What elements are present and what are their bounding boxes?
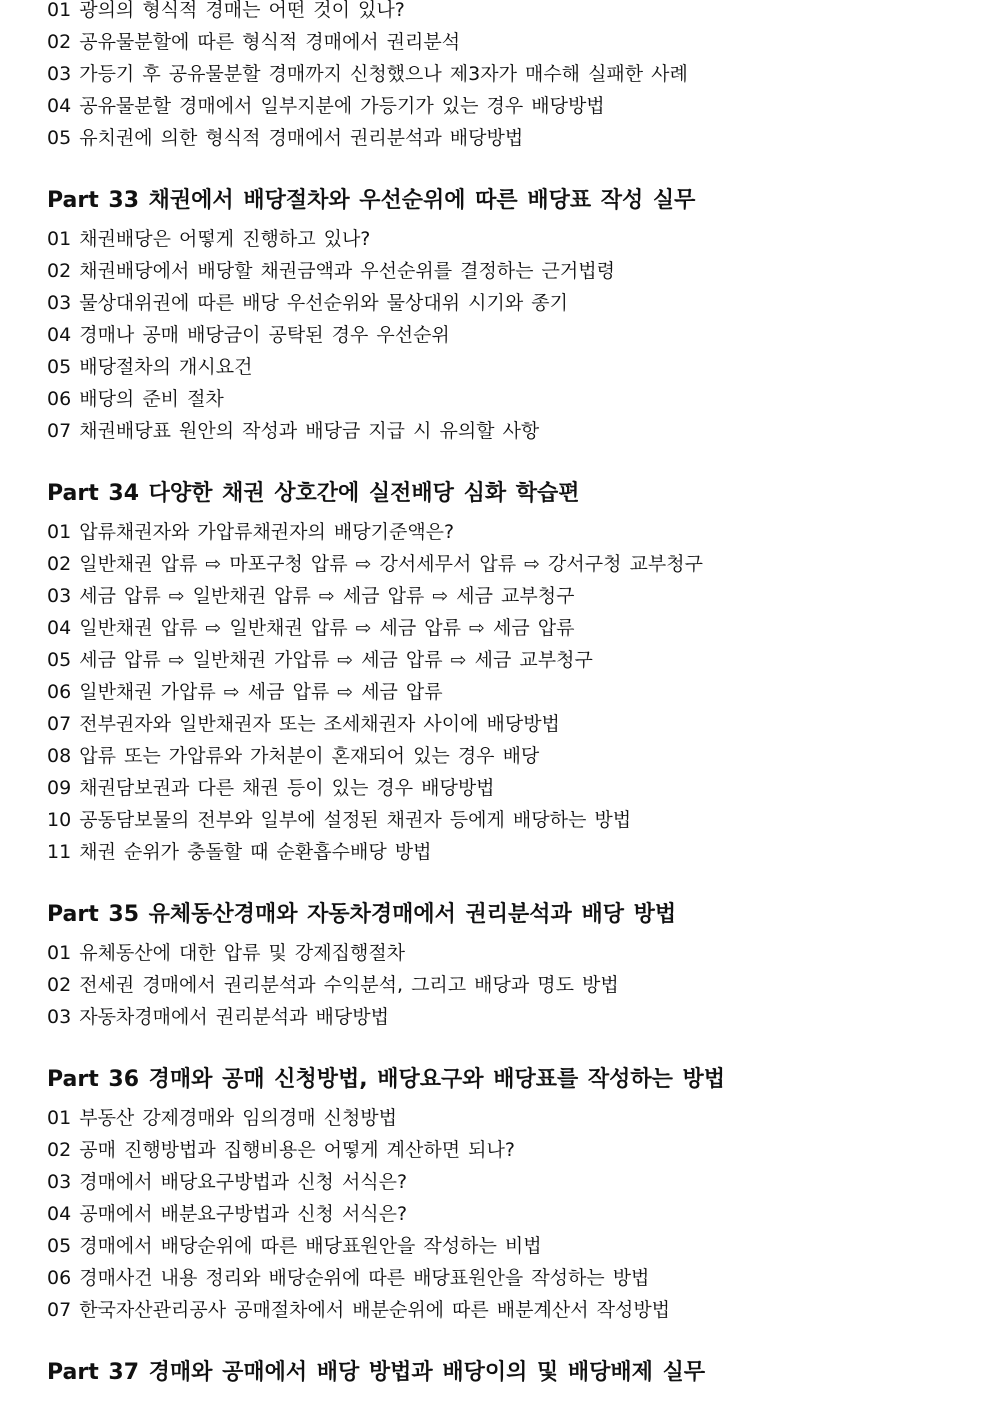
toc-item: 03 물상대위권에 따른 배당 우선순위와 물상대위 시기와 종기 bbox=[47, 292, 568, 314]
toc-item: 04 일반채권 압류 ⇨ 일반채권 압류 ⇨ 세금 압류 ⇨ 세금 압류 bbox=[47, 617, 575, 639]
section-gap bbox=[47, 154, 967, 179]
toc-item: 08 압류 또는 가압류와 가처분이 혼재되어 있는 경우 배당 bbox=[47, 745, 540, 767]
toc-item: 06 일반채권 가압류 ⇨ 세금 압류 ⇨ 세금 압류 bbox=[47, 681, 443, 703]
section-gap bbox=[47, 1033, 967, 1058]
toc-item: 01 유체동산에 대한 압류 및 강제집행절차 bbox=[47, 942, 406, 964]
toc-item: 02 공유물분할에 따른 형식적 경매에서 권리분석 bbox=[47, 31, 461, 53]
toc-item: 06 경매사건 내용 정리와 배당순위에 따른 배당표원안을 작성하는 방법 bbox=[47, 1267, 650, 1289]
toc-item: 04 경매나 공매 배당금이 공탁된 경우 우선순위 bbox=[47, 324, 450, 346]
toc-item: 05 유치권에 의한 형식적 경매에서 권리분석과 배당방법 bbox=[47, 127, 524, 149]
section-gap bbox=[47, 447, 967, 472]
toc-item: 11 채권 순위가 충돌할 때 순환흡수배당 방법 bbox=[47, 841, 432, 863]
toc-item: 02 전세권 경매에서 권리분석과 수익분석, 그리고 배당과 명도 방법 bbox=[47, 974, 619, 996]
table-of-contents bbox=[47, 0, 967, 1395]
toc-item: 03 가등기 후 공유물분할 경매까지 신청했으나 제3자가 매수해 실패한 사례 bbox=[47, 63, 688, 85]
toc-item: 07 한국자산관리공사 공매절차에서 배분순위에 따른 배분계산서 작성방법 bbox=[47, 1299, 671, 1321]
toc-item: 06 배당의 준비 절차 bbox=[47, 388, 224, 410]
part-title: Part 37 경매와 공매에서 배당 방법과 배당이의 및 배당배제 실무 bbox=[47, 1360, 706, 1385]
toc-item: 05 배당절차의 개시요건 bbox=[47, 356, 253, 378]
part-title: Part 33 채권에서 배당절차와 우선순위에 따른 배당표 작성 실무 bbox=[47, 188, 696, 213]
part-title: Part 34 다양한 채권 상호간에 실전배당 심화 학습편 bbox=[47, 481, 580, 506]
toc-item: 03 자동차경매에서 권리분석과 배당방법 bbox=[47, 1006, 389, 1028]
toc-item: 01 채권배당은 어떻게 진행하고 있나? bbox=[47, 228, 371, 250]
toc-item: 04 공매에서 배분요구방법과 신청 서식은? bbox=[47, 1203, 408, 1225]
toc-item: 04 공유물분할 경매에서 일부지분에 가등기가 있는 경우 배당방법 bbox=[47, 95, 605, 117]
section-gap bbox=[47, 1326, 967, 1351]
toc-item: 02 일반채권 압류 ⇨ 마포구청 압류 ⇨ 강서세무서 압류 ⇨ 강서구청 교부청구 bbox=[47, 553, 703, 575]
toc-item: 01 압류채권자와 가압류채권자의 배당기준액은? bbox=[47, 521, 455, 543]
toc-item: 02 채권배당에서 배당할 채권금액과 우선순위를 결정하는 근거법령 bbox=[47, 260, 615, 282]
toc-item: 01 광의의 형식적 경매는 어떤 것이 있나? bbox=[47, 0, 405, 21]
toc-item: 05 세금 압류 ⇨ 일반채권 가압류 ⇨ 세금 압류 ⇨ 세금 교부청구 bbox=[47, 649, 593, 671]
toc-item: 07 채권배당표 원안의 작성과 배당금 지급 시 유의할 사항 bbox=[47, 420, 540, 442]
toc-item: 01 부동산 강제경매와 임의경매 신청방법 bbox=[47, 1107, 397, 1129]
part-title: Part 35 유체동산경매와 자동차경매에서 권리분석과 배당 방법 bbox=[47, 902, 677, 927]
section-gap bbox=[47, 868, 967, 893]
toc-item: 03 세금 압류 ⇨ 일반채권 압류 ⇨ 세금 압류 ⇨ 세금 교부청구 bbox=[47, 585, 575, 607]
toc-item: 10 공동담보물의 전부와 일부에 설정된 채권자 등에게 배당하는 방법 bbox=[47, 809, 632, 831]
toc-item: 02 공매 진행방법과 집행비용은 어떻게 계산하면 되나? bbox=[47, 1139, 515, 1161]
part-title: Part 36 경매와 공매 신청방법, 배당요구와 배당표를 작성하는 방법 bbox=[47, 1067, 726, 1092]
toc-item: 07 전부권자와 일반채권자 또는 조세채권자 사이에 배당방법 bbox=[47, 713, 560, 735]
toc-item: 03 경매에서 배당요구방법과 신청 서식은? bbox=[47, 1171, 408, 1193]
toc-item: 09 채권담보권과 다른 채권 등이 있는 경우 배당방법 bbox=[47, 777, 495, 799]
toc-item: 05 경매에서 배당순위에 따른 배당표원안을 작성하는 비법 bbox=[47, 1235, 542, 1257]
